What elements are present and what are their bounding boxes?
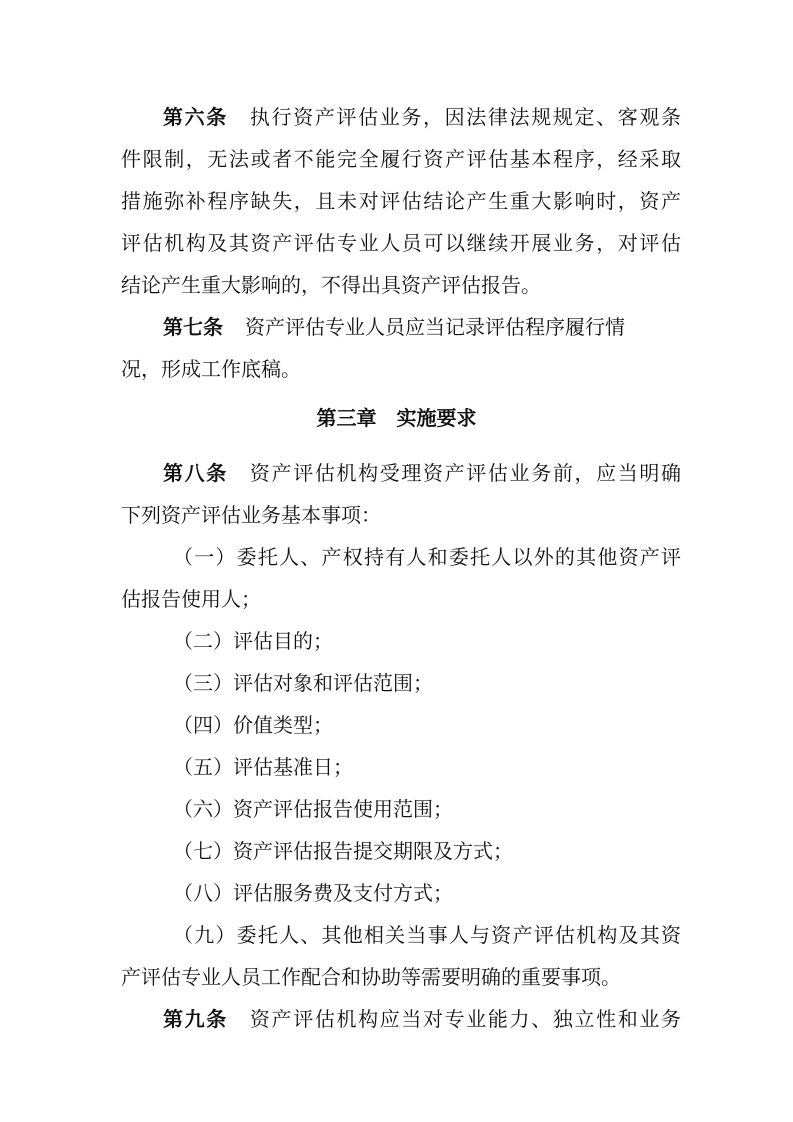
list-item-6: （六）资产评估报告使用范围； — [173, 797, 453, 821]
list-item-7: （七）资产评估报告提交期限及方式； — [173, 839, 513, 863]
article-6-line-3: 措施弥补程序缺失，且未对评估结论产生重大影响时，资产 — [121, 189, 681, 213]
article-6-label: 第六条 — [163, 105, 228, 129]
article-8-label: 第八条 — [163, 461, 228, 485]
list-item-9-line-2: 产评估专业人员工作配合和协助等需要明确的重要事项。 — [121, 965, 621, 989]
list-item-2: （二）评估目的； — [173, 629, 333, 653]
list-item-5: （五）评估基准日； — [173, 755, 353, 779]
article-6-line-2: 件限制，无法或者不能完全履行资产评估基本程序，经采取 — [121, 147, 681, 171]
article-7-label: 第七条 — [163, 315, 223, 339]
article-9-label: 第九条 — [163, 1007, 228, 1031]
list-item-1-line-1: （一）委托人、产权持有人和委托人以外的其他资产评 — [173, 545, 681, 569]
article-7-line-2: 况，形成工作底稿。 — [121, 357, 301, 381]
list-item-3: （三）评估对象和评估范围； — [173, 671, 433, 695]
article-8-line-1: 第八条 资产评估机构受理资产评估业务前，应当明确 — [163, 461, 681, 485]
article-8-line-2: 下列资产评估业务基本事项： — [121, 503, 381, 527]
list-item-9-line-1: （九）委托人、其他相关当事人与资产评估机构及其资 — [173, 923, 681, 947]
list-item-8: （八）评估服务费及支付方式； — [173, 881, 453, 905]
article-6-line-1: 第六条 执行资产评估业务，因法律法规规定、客观条 — [163, 105, 681, 129]
article-7-line-1: 第七条 资产评估专业人员应当记录评估程序履行情 — [163, 315, 625, 339]
article-6-line-4: 评估机构及其资产评估专业人员可以继续开展业务，对评估 — [121, 231, 681, 255]
article-6-line-5: 结论产生重大影响的，不得出具资产评估报告。 — [121, 273, 541, 297]
chapter-heading: 第三章 实施要求 — [316, 406, 477, 430]
list-item-4: （四）价值类型； — [173, 713, 333, 737]
list-item-1-line-2: 估报告使用人； — [121, 587, 261, 611]
article-9-line-1: 第九条 资产评估机构应当对专业能力、独立性和业务 — [163, 1007, 681, 1031]
